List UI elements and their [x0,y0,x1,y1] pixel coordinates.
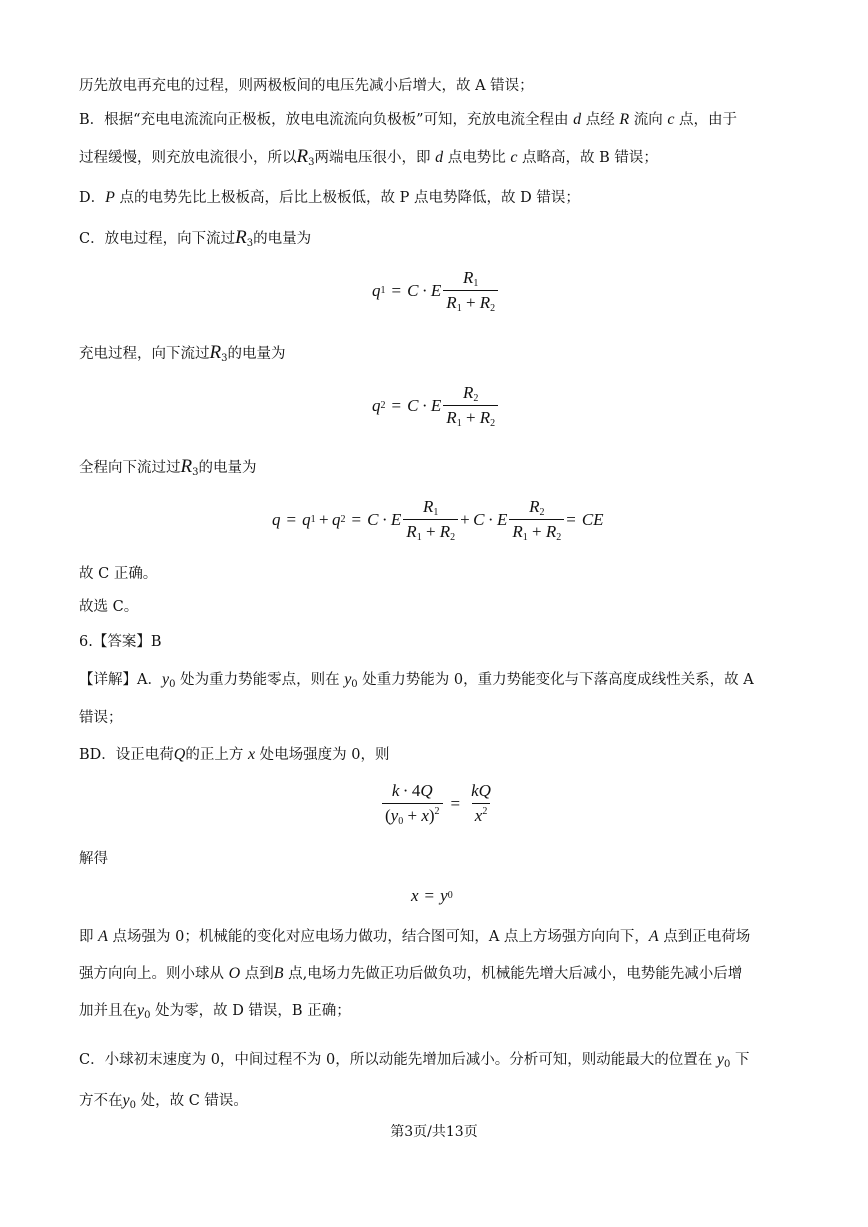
text-line: 充电过程，向下流过$R_3$的电量为 [79,342,286,364]
text-line: BD．设正电荷Q的正上方 x 处电场强度为 0，则 [79,746,390,763]
text-line: 错误； [79,710,123,726]
text-line: 历先放电再充电的过程，则两极板间的电压先减小后增大，故 A 错误； [79,78,534,94]
text-line: 全程向下流过过$R_3$的电量为 [79,456,257,478]
text-line: C．放电过程，向下流过$R_3$的电量为 [79,227,312,249]
text-line: 方不在$y_0$ 处，故 C 错误。 [79,1092,248,1111]
equation-q2: q 2 = C · E $\frac{R_2}{R_1 + R_2}$ [372,383,500,428]
text-line: 解得 [79,851,108,867]
page-footer: 第3页/共13页 [390,1124,478,1140]
equation-x-solution: x = y 0 [411,886,453,905]
text-line: D．P 点的电势先比上极板高，后比上极板低，故 P 点电势降低，故 D 错误； [79,189,580,206]
text-line: 过程缓慢，则充放电流很小，所以$R_3$两端电压很小，即 d 点电势比 c 点略高，故 B 错误； [79,146,658,168]
equation-field-zero: $\frac{k \cdot 4Q}{(y_0 + x)^2}$ = $\frac{kQ}{x^2}$ [380,781,496,826]
text-line: C．小球初末速度为 0，中间过程不为 0，所以动能先增加后减小。分析可知，则动能最大的位置在 $y_0$ 下 [79,1051,750,1070]
equation-q1: q 1 = C · E $\frac{R_1}{R_1 + R_2}$ [372,268,500,313]
equation-q-total: q = q 1 + q 2 = C · E $\frac{R_1}{R_1 + R_2}$ + C · E $\frac{R_2}{R_1 + R_2}$ = CE [272,497,604,543]
text-line: B．根据“充电电流流向正极板，放电电流流向负极板”可知，充放电流全程由 d 点经 R 流向 c 点，由于 [79,111,738,128]
text-line: 故 C 正确。 [79,566,158,582]
text-line: 即 A 点场强为 0；机械能的变化对应电场力做功，结合图可知，A 点上方场强方向向下，A 点到正电荷场 [79,928,751,945]
question-answer-heading: 6.【答案】B [79,634,162,650]
text-line: 故选 C。 [79,599,139,615]
text-line: 强方向向上。则小球从 O 点到B 点,电场力先做正功后做负功，机械能先增大后减小，电势能先减小后增 [79,965,743,982]
text-line: 【详解】A．$y_0$ 处为重力势能零点，则在 $y_0$ 处重力势能为 0，重力势能变化与下落高度成线性关系，故 A [79,671,754,690]
text-line: 加并且在$y_0$ 处为零，故 D 错误，B 正确； [79,1002,351,1021]
